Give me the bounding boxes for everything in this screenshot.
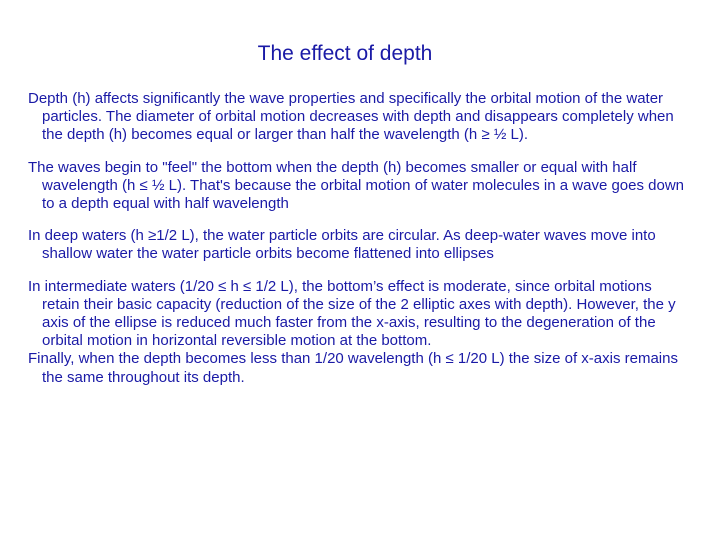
- slide-title: The effect of depth: [257, 42, 433, 65]
- slide-body: [28, 90, 688, 387]
- paragraph-deep-waters: In deep waters (h ≥1/2 L), the water particle orbits are circular. As deep-water waves move into shallow water the water particle orbits become flattened into ellipses: [28, 227, 656, 263]
- paragraph-intermediate-waters: In intermediate waters (1/20 ≤ h ≤ 1/2 L), the bottom’s effect is moderate, since orbital motions retain their basic capacity (reduction of the size of the 2 elliptic axes with depth). However, the y axis of the ellipse is reduced much faster from the x-axis, resulting to the degeneration of the orbital motion in horizontal reversible motion at the bottom.: [28, 277, 676, 350]
- paragraph-depth-effect: Depth (h) affects significantly the wave properties and specifically the orbital motion of the water particles. The diameter of orbital motion decreases with depth and disappears completely when the depth (h) becomes equal or larger than half the wavelength (h ≥ ½ L).: [28, 90, 674, 144]
- paragraph-shallow-waters: Finally, when the depth becomes less than 1/20 wavelength (h ≤ 1/20 L) the size of x-axis remains the same throughout its depth.: [28, 350, 678, 386]
- paragraph-feel-bottom: The waves begin to "feel" the bottom when the depth (h) becomes smaller or equal with half wavelength (h ≤ ½ L). That's because the orbital motion of water molecules in a wave goes down to a depth equal with half wavelength: [28, 158, 685, 213]
